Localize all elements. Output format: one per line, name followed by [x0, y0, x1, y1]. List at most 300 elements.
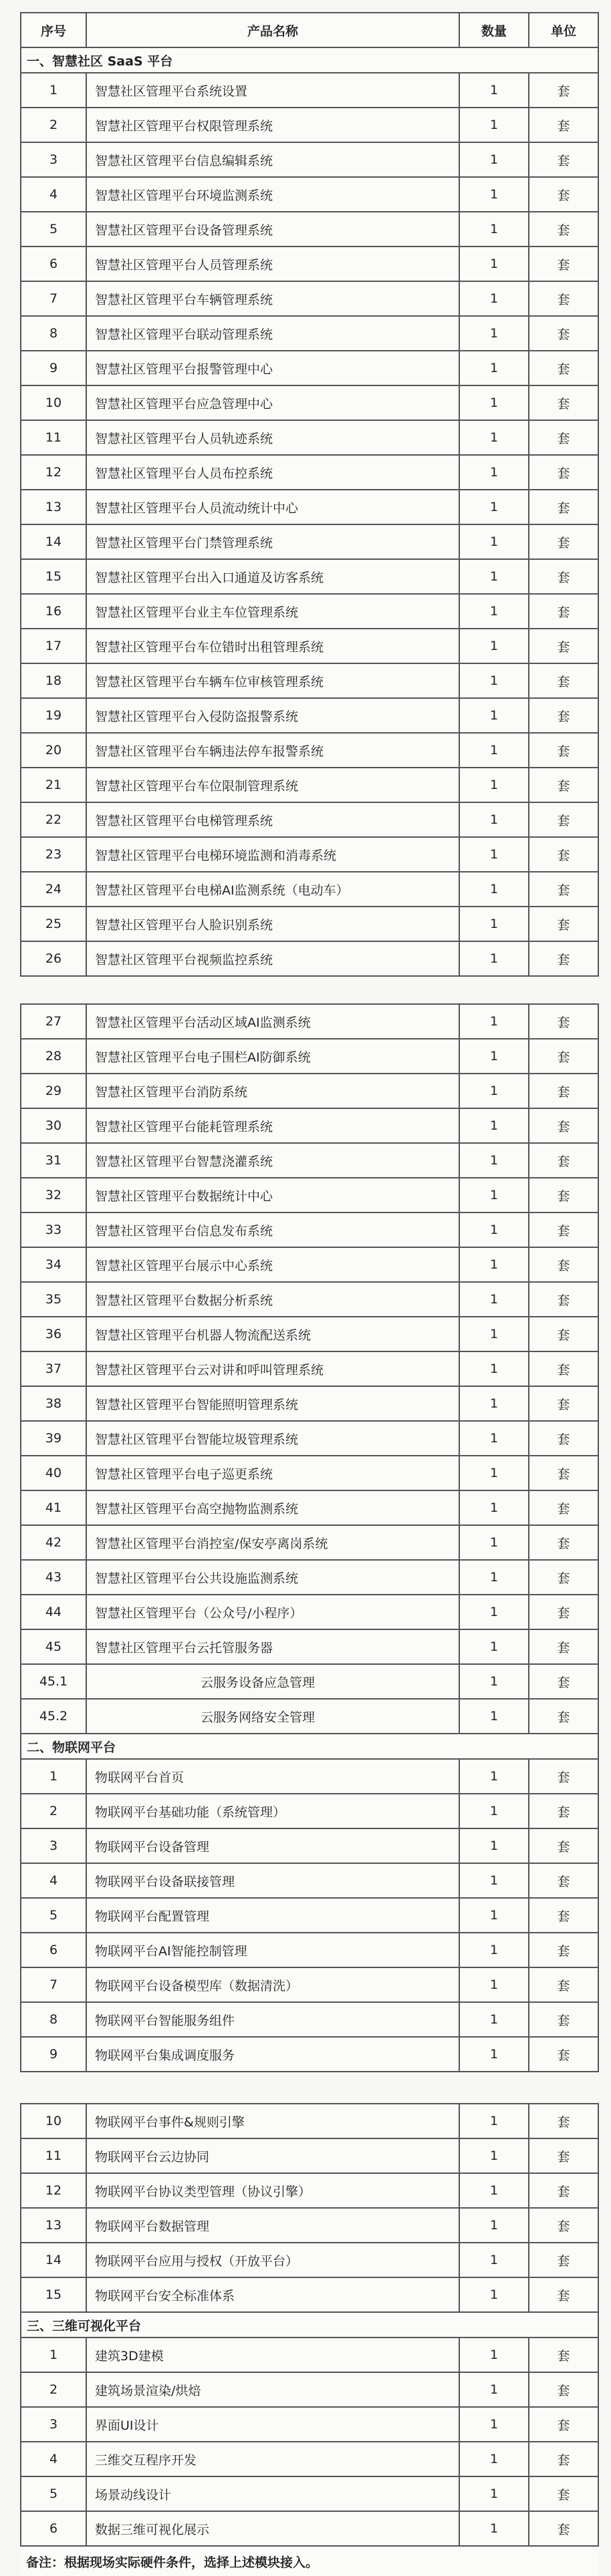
table-row [21, 1898, 598, 1933]
item-number: 8 [21, 316, 86, 351]
item-quantity: 1 [459, 490, 529, 524]
item-name: 智慧社区管理平台车辆违法停车报警系统 [86, 733, 459, 768]
item-number: 29 [21, 1074, 86, 1108]
item-name: 智慧社区管理平台电梯AI监测系统（电动车） [86, 872, 459, 907]
item-name: 智慧社区管理平台环境监测系统 [86, 177, 459, 212]
table-row [21, 2511, 598, 2546]
header-qty: 数量 [459, 13, 529, 47]
item-name: 建筑3D建模 [86, 2338, 459, 2372]
item-name: 智慧社区管理平台人员管理系统 [86, 247, 459, 281]
table-row [21, 351, 598, 385]
item-number: 18 [21, 663, 86, 698]
item-quantity: 1 [459, 2208, 529, 2243]
table-row [21, 594, 598, 629]
table-row [21, 872, 598, 907]
item-name: 智慧社区管理平台消防系统 [86, 1074, 459, 1108]
item-number: 2 [21, 1794, 86, 1828]
item-unit: 套 [529, 1178, 598, 1213]
item-quantity: 1 [459, 2511, 529, 2546]
table-row [21, 177, 598, 212]
item-quantity: 1 [459, 802, 529, 837]
table-row [21, 490, 598, 524]
table-row [21, 1108, 598, 1143]
item-number: 20 [21, 733, 86, 768]
item-number: 10 [21, 385, 86, 420]
table-row [21, 2372, 598, 2407]
item-unit: 套 [529, 2407, 598, 2442]
item-quantity: 1 [459, 1456, 529, 1490]
item-unit: 套 [529, 351, 598, 385]
item-unit: 套 [529, 1421, 598, 1456]
item-name: 智慧社区管理平台展示中心系统 [86, 1247, 459, 1282]
item-number: 37 [21, 1351, 86, 1386]
item-quantity: 1 [459, 594, 529, 629]
item-unit: 套 [529, 768, 598, 802]
table-row [21, 1794, 598, 1828]
table-row [21, 802, 598, 837]
item-quantity: 1 [459, 524, 529, 559]
item-unit: 套 [529, 1143, 598, 1178]
table-row [21, 2208, 598, 2243]
item-name: 云服务设备应急管理 [86, 1664, 459, 1699]
item-quantity: 1 [459, 1178, 529, 1213]
item-unit: 套 [529, 1213, 598, 1247]
item-quantity: 1 [459, 2037, 529, 2072]
item-unit: 套 [529, 1560, 598, 1595]
item-name: 智慧社区管理平台信息编辑系统 [86, 142, 459, 177]
item-quantity: 1 [459, 1629, 529, 1664]
item-number: 45.1 [21, 1664, 86, 1699]
item-number: 32 [21, 1178, 86, 1213]
table-row [21, 142, 598, 177]
item-name: 物联网平台智能服务组件 [86, 2002, 459, 2037]
item-quantity: 1 [459, 559, 529, 594]
table-row [21, 1351, 598, 1386]
item-quantity: 1 [459, 768, 529, 802]
item-name: 智慧社区管理平台车位错时出租管理系统 [86, 629, 459, 663]
item-quantity: 1 [459, 1699, 529, 1734]
item-number: 30 [21, 1108, 86, 1143]
table-row [21, 2002, 598, 2037]
item-quantity: 1 [459, 1317, 529, 1351]
item-name: 智慧社区管理平台云托管服务器 [86, 1629, 459, 1664]
item-name: 智慧社区管理平台应急管理中心 [86, 385, 459, 420]
table-row [21, 2037, 598, 2072]
item-name: 智慧社区管理平台报警管理中心 [86, 351, 459, 385]
item-name: 物联网平台设备联接管理 [86, 1863, 459, 1898]
item-name: 智慧社区管理平台电子围栏AI防御系统 [86, 1039, 459, 1074]
item-number: 45.2 [21, 1699, 86, 1734]
item-number: 35 [21, 1282, 86, 1317]
item-unit: 套 [529, 2277, 598, 2312]
item-quantity: 1 [459, 420, 529, 455]
item-number: 3 [21, 2407, 86, 2442]
item-name: 物联网平台配置管理 [86, 1898, 459, 1933]
item-unit: 套 [529, 142, 598, 177]
item-unit: 套 [529, 1794, 598, 1828]
table-row [21, 385, 598, 420]
item-number: 39 [21, 1421, 86, 1456]
item-unit: 套 [529, 1759, 598, 1794]
item-number: 23 [21, 837, 86, 872]
item-unit: 套 [529, 1351, 598, 1386]
item-number: 4 [21, 2442, 86, 2476]
item-number: 1 [21, 1759, 86, 1794]
item-quantity: 1 [459, 2277, 529, 2312]
item-quantity: 1 [459, 1595, 529, 1629]
item-unit: 套 [529, 2476, 598, 2511]
item-number: 16 [21, 594, 86, 629]
item-name: 智慧社区管理平台门禁管理系统 [86, 524, 459, 559]
item-quantity: 1 [459, 837, 529, 872]
item-number: 4 [21, 177, 86, 212]
item-unit: 套 [529, 2243, 598, 2277]
item-name: 物联网平台数据管理 [86, 2208, 459, 2243]
item-unit: 套 [529, 1247, 598, 1282]
item-quantity: 1 [459, 1490, 529, 1525]
item-number: 9 [21, 351, 86, 385]
item-name: 智慧社区管理平台高空抛物监测系统 [86, 1490, 459, 1525]
table-row [21, 455, 598, 490]
item-number: 6 [21, 2511, 86, 2546]
table-row [21, 1039, 598, 1074]
item-unit: 套 [529, 2208, 598, 2243]
item-name: 物联网平台设备模型库（数据清洗） [86, 1967, 459, 2002]
table-row [21, 212, 598, 247]
item-number: 12 [21, 2173, 86, 2208]
item-quantity: 1 [459, 1282, 529, 1317]
item-unit: 套 [529, 1490, 598, 1525]
item-quantity: 1 [459, 1213, 529, 1247]
item-number: 41 [21, 1490, 86, 1525]
item-name: 物联网平台云边协同 [86, 2138, 459, 2173]
item-number: 11 [21, 420, 86, 455]
item-unit: 套 [529, 2338, 598, 2372]
item-unit: 套 [529, 1074, 598, 1108]
item-number: 40 [21, 1456, 86, 1490]
item-unit: 套 [529, 2442, 598, 2476]
item-unit: 套 [529, 802, 598, 837]
item-unit: 套 [529, 907, 598, 941]
item-name: 智慧社区管理平台权限管理系统 [86, 108, 459, 142]
item-name: 智慧社区管理平台云对讲和呼叫管理系统 [86, 1351, 459, 1386]
item-unit: 套 [529, 385, 598, 420]
table-row [21, 73, 598, 108]
item-name: 智慧社区管理平台人员流动统计中心 [86, 490, 459, 524]
item-quantity: 1 [459, 941, 529, 976]
item-unit: 套 [529, 2138, 598, 2173]
item-name: 智慧社区管理平台消控室/保安亭离岗系统 [86, 1525, 459, 1560]
item-name: 智慧社区管理平台活动区域AI监测系统 [86, 1004, 459, 1039]
table-row [21, 316, 598, 351]
table-row [21, 2104, 598, 2138]
item-name: 物联网平台应用与授权（开放平台） [86, 2243, 459, 2277]
item-quantity: 1 [459, 1108, 529, 1143]
section-title: 二、物联网平台 [21, 1734, 598, 1759]
table-row [21, 1317, 598, 1351]
item-number: 21 [21, 768, 86, 802]
item-number: 8 [21, 2002, 86, 2037]
section-title: 一、智慧社区 SaaS 平台 [21, 47, 598, 73]
item-name: 智慧社区管理平台智慧浇灌系统 [86, 1143, 459, 1178]
item-unit: 套 [529, 2037, 598, 2072]
item-quantity: 1 [459, 1560, 529, 1595]
item-quantity: 1 [459, 142, 529, 177]
item-name: 智慧社区管理平台车辆车位审核管理系统 [86, 663, 459, 698]
table-row [21, 1595, 598, 1629]
item-number: 1 [21, 2338, 86, 2372]
item-number: 26 [21, 941, 86, 976]
item-name: 智慧社区管理平台系统设置 [86, 73, 459, 108]
item-unit: 套 [529, 455, 598, 490]
table-row [21, 1143, 598, 1178]
item-quantity: 1 [459, 2407, 529, 2442]
item-number: 36 [21, 1317, 86, 1351]
item-number: 5 [21, 212, 86, 247]
item-number: 34 [21, 1247, 86, 1282]
table-row [21, 1213, 598, 1247]
item-unit: 套 [529, 1828, 598, 1863]
item-unit: 套 [529, 73, 598, 108]
table-row [21, 2277, 598, 2312]
item-unit: 套 [529, 941, 598, 976]
item-quantity: 1 [459, 629, 529, 663]
item-name: 智慧社区管理平台机器人物流配送系统 [86, 1317, 459, 1351]
item-unit: 套 [529, 212, 598, 247]
item-number: 14 [21, 2243, 86, 2277]
item-unit: 套 [529, 524, 598, 559]
item-unit: 套 [529, 247, 598, 281]
item-number: 2 [21, 108, 86, 142]
table-row [21, 2407, 598, 2442]
table-row [21, 1490, 598, 1525]
item-number: 15 [21, 559, 86, 594]
section-header-row [21, 2312, 598, 2338]
item-unit: 套 [529, 2372, 598, 2407]
item-unit: 套 [529, 2511, 598, 2546]
item-quantity: 1 [459, 1039, 529, 1074]
table-row [21, 1759, 598, 1794]
item-quantity: 1 [459, 2173, 529, 2208]
item-name: 智慧社区管理平台出入口通道及访客系统 [86, 559, 459, 594]
item-name: 智慧社区管理平台数据统计中心 [86, 1178, 459, 1213]
item-number: 3 [21, 142, 86, 177]
item-quantity: 1 [459, 2104, 529, 2138]
item-name: 智慧社区管理平台联动管理系统 [86, 316, 459, 351]
item-name: 智慧社区管理平台信息发布系统 [86, 1213, 459, 1247]
item-name: 物联网平台设备管理 [86, 1828, 459, 1863]
item-unit: 套 [529, 1629, 598, 1664]
item-name: 智慧社区管理平台电子巡更系统 [86, 1456, 459, 1490]
item-unit: 套 [529, 872, 598, 907]
item-number: 43 [21, 1560, 86, 1595]
item-quantity: 1 [459, 2372, 529, 2407]
table-row [21, 108, 598, 142]
item-name: 云服务网络安全管理 [86, 1699, 459, 1734]
item-quantity: 1 [459, 247, 529, 281]
item-quantity: 1 [459, 1004, 529, 1039]
item-quantity: 1 [459, 698, 529, 733]
table-row [21, 907, 598, 941]
item-unit: 套 [529, 1595, 598, 1629]
table-row [21, 1560, 598, 1595]
item-quantity: 1 [459, 108, 529, 142]
table-row [21, 1828, 598, 1863]
item-number: 15 [21, 2277, 86, 2312]
item-number: 6 [21, 247, 86, 281]
item-name: 建筑场景渲染/烘焙 [86, 2372, 459, 2407]
table-row [21, 941, 598, 976]
item-name: 智慧社区管理平台车位限制管理系统 [86, 768, 459, 802]
table-row [21, 1247, 598, 1282]
item-number: 24 [21, 872, 86, 907]
item-name: 智慧社区管理平台（公众号/小程序） [86, 1595, 459, 1629]
table-row [21, 2243, 598, 2277]
item-quantity: 1 [459, 1386, 529, 1421]
header-unit: 单位 [529, 13, 598, 47]
item-name: 场景动线设计 [86, 2476, 459, 2511]
item-unit: 套 [529, 698, 598, 733]
item-quantity: 1 [459, 1351, 529, 1386]
item-quantity: 1 [459, 1933, 529, 1967]
table-row [21, 1967, 598, 2002]
table-row [21, 2442, 598, 2476]
item-quantity: 1 [459, 1898, 529, 1933]
item-number: 44 [21, 1595, 86, 1629]
item-number: 7 [21, 281, 86, 316]
item-unit: 套 [529, 420, 598, 455]
table-row [21, 1074, 598, 1108]
table-row [21, 1282, 598, 1317]
item-unit: 套 [529, 1317, 598, 1351]
item-quantity: 1 [459, 73, 529, 108]
item-name: 三维交互程序开发 [86, 2442, 459, 2476]
item-unit: 套 [529, 1004, 598, 1039]
item-quantity: 1 [459, 663, 529, 698]
header-name: 产品名称 [86, 13, 459, 47]
table-row [21, 559, 598, 594]
item-quantity: 1 [459, 385, 529, 420]
item-quantity: 1 [459, 1074, 529, 1108]
item-unit: 套 [529, 2173, 598, 2208]
item-unit: 套 [529, 108, 598, 142]
section-header-row [21, 47, 598, 73]
table-row [21, 768, 598, 802]
item-name: 智慧社区管理平台能耗管理系统 [86, 1108, 459, 1143]
table-row [21, 2338, 598, 2372]
item-unit: 套 [529, 490, 598, 524]
item-quantity: 1 [459, 1664, 529, 1699]
item-unit: 套 [529, 1039, 598, 1074]
table-row [21, 247, 598, 281]
table-row [21, 2476, 598, 2511]
table-row [21, 837, 598, 872]
item-unit: 套 [529, 1863, 598, 1898]
item-unit: 套 [529, 1699, 598, 1734]
item-name: 智慧社区管理平台人员轨迹系统 [86, 420, 459, 455]
table-row [21, 1386, 598, 1421]
item-name: 智慧社区管理平台电梯管理系统 [86, 802, 459, 837]
item-quantity: 1 [459, 1863, 529, 1898]
item-quantity: 1 [459, 2338, 529, 2372]
item-name: 物联网平台安全标准体系 [86, 2277, 459, 2312]
item-quantity: 1 [459, 2243, 529, 2277]
item-number: 28 [21, 1039, 86, 1074]
item-quantity: 1 [459, 872, 529, 907]
item-quantity: 1 [459, 1247, 529, 1282]
table-row [21, 1178, 598, 1213]
item-quantity: 1 [459, 1143, 529, 1178]
table-row [21, 2173, 598, 2208]
item-number: 27 [21, 1004, 86, 1039]
item-unit: 套 [529, 281, 598, 316]
section-title: 三、三维可视化平台 [21, 2312, 598, 2338]
item-number: 33 [21, 1213, 86, 1247]
table-row [21, 1456, 598, 1490]
table-row [21, 629, 598, 663]
table-row [21, 1004, 598, 1039]
item-name: 智慧社区管理平台业主车位管理系统 [86, 594, 459, 629]
product-table-part-1 [20, 12, 599, 977]
section-header-row [21, 1734, 598, 1759]
item-name: 智慧社区管理平台数据分析系统 [86, 1282, 459, 1317]
item-name: 智慧社区管理平台设备管理系统 [86, 212, 459, 247]
item-name: 智慧社区管理平台人脸识别系统 [86, 907, 459, 941]
table-row [21, 420, 598, 455]
item-quantity: 1 [459, 1828, 529, 1863]
item-name: 智慧社区管理平台电梯环境监测和消毒系统 [86, 837, 459, 872]
item-number: 1 [21, 73, 86, 108]
table-row [21, 1664, 598, 1699]
item-unit: 套 [529, 1456, 598, 1490]
item-unit: 套 [529, 1282, 598, 1317]
item-number: 7 [21, 1967, 86, 2002]
table-row [21, 698, 598, 733]
item-unit: 套 [529, 837, 598, 872]
item-number: 14 [21, 524, 86, 559]
item-quantity: 1 [459, 1759, 529, 1794]
item-number: 6 [21, 1933, 86, 1967]
item-number: 5 [21, 1898, 86, 1933]
product-table-part-2 [20, 1003, 599, 2072]
item-unit: 套 [529, 1386, 598, 1421]
item-unit: 套 [529, 177, 598, 212]
item-unit: 套 [529, 2002, 598, 2037]
item-number: 10 [21, 2104, 86, 2138]
item-number: 31 [21, 1143, 86, 1178]
item-number: 42 [21, 1525, 86, 1560]
table-header-row [21, 13, 598, 47]
item-name: 物联网平台AI智能控制管理 [86, 1933, 459, 1967]
item-quantity: 1 [459, 281, 529, 316]
item-unit: 套 [529, 1664, 598, 1699]
table-row [21, 1863, 598, 1898]
item-quantity: 1 [459, 316, 529, 351]
item-number: 2 [21, 2372, 86, 2407]
item-name: 智慧社区管理平台智能垃圾管理系统 [86, 1421, 459, 1456]
item-unit: 套 [529, 1933, 598, 1967]
item-number: 11 [21, 2138, 86, 2173]
item-quantity: 1 [459, 1525, 529, 1560]
item-quantity: 1 [459, 1967, 529, 2002]
item-name: 智慧社区管理平台智能照明管理系统 [86, 1386, 459, 1421]
table-row [21, 1525, 598, 1560]
item-unit: 套 [529, 1898, 598, 1933]
item-number: 3 [21, 1828, 86, 1863]
item-unit: 套 [529, 594, 598, 629]
item-name: 数据三维可视化展示 [86, 2511, 459, 2546]
table-row [21, 1421, 598, 1456]
